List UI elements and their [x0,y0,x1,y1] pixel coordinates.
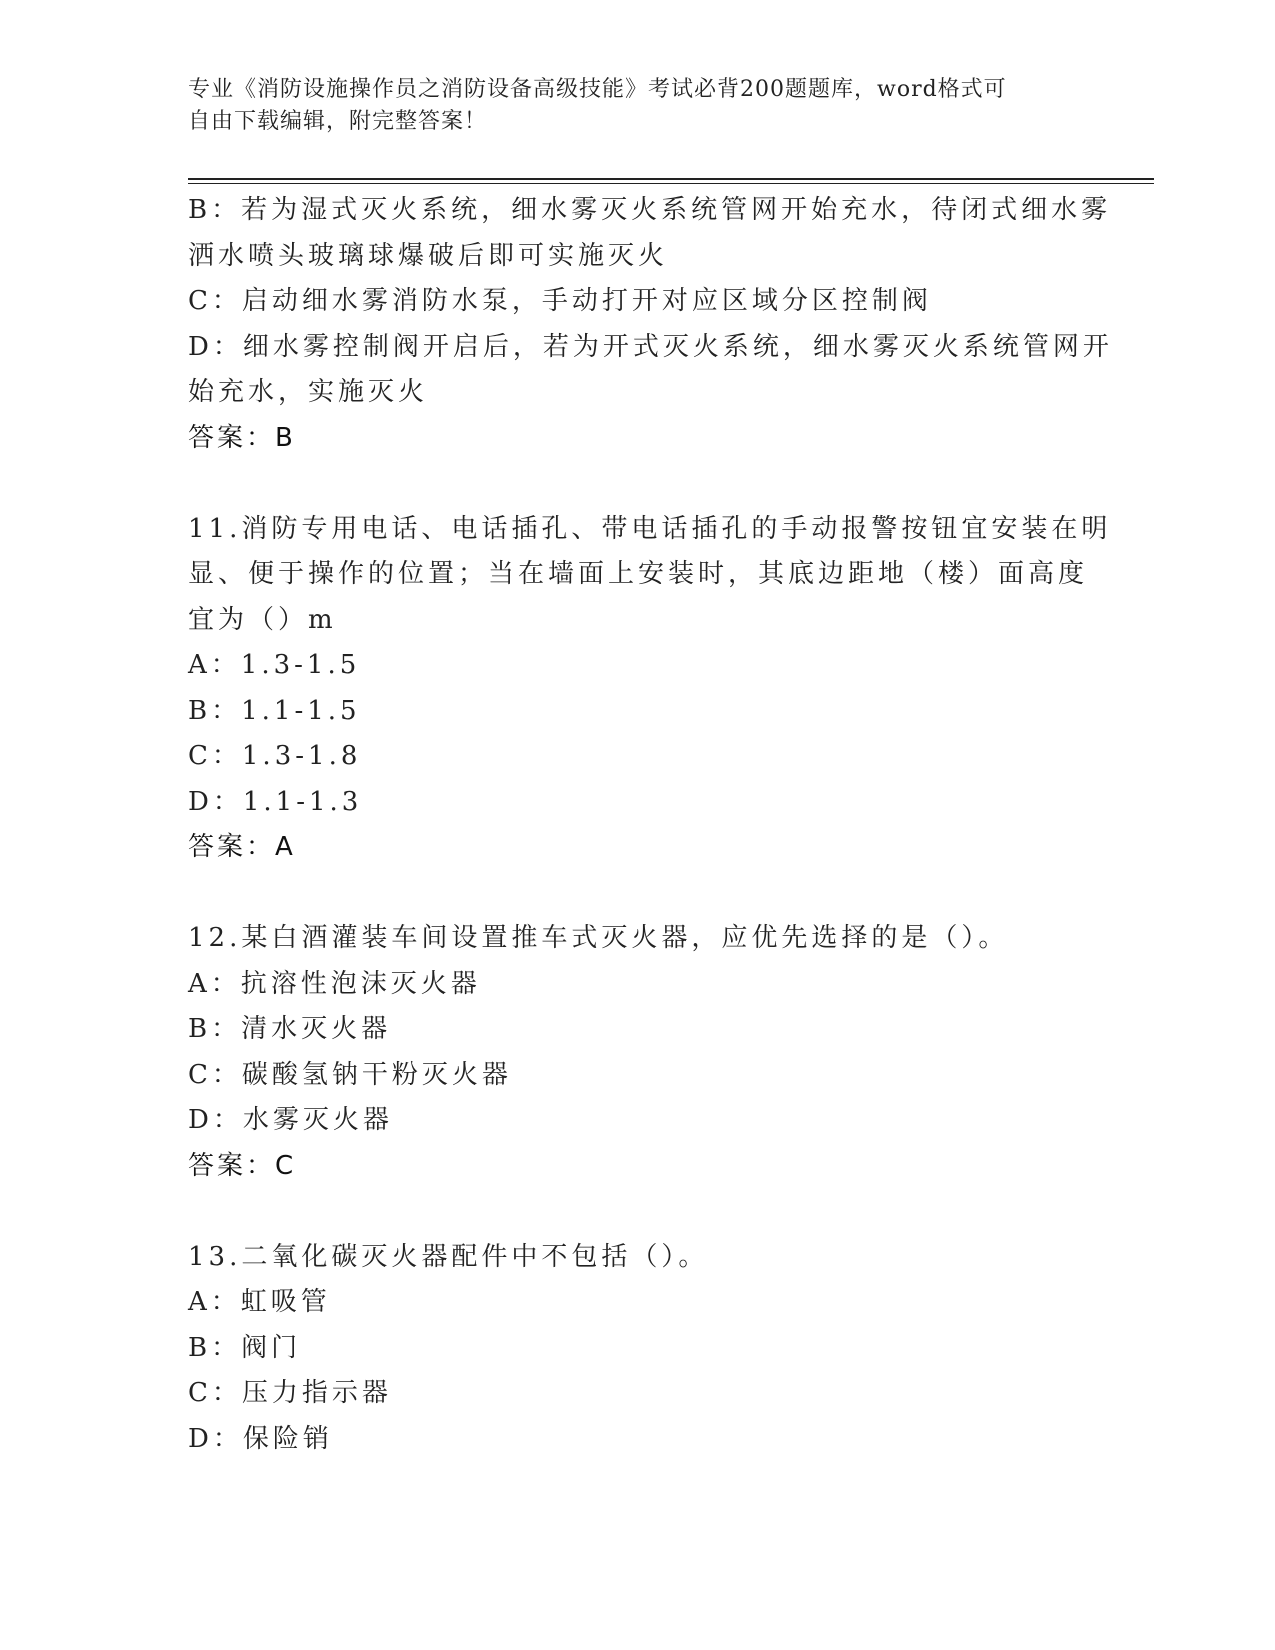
question-11-stem-line-2: 显、便于操作的位置；当在墙面上安装时，其底边距地（楼）面高度 [188,559,1089,589]
question-13-option-d: D：保险销 [188,1423,333,1454]
question-12-option-c: C：碳酸氢钠干粉灭火器 [188,1059,512,1090]
question-13-stem: 13.二氧化碳灭火器配件中不包括（）。 [188,1241,709,1272]
spacer [188,461,1088,507]
question-11-answer: 答案：A [188,832,296,862]
question-11-option-a: A：1.3-1.5 [188,650,361,680]
question-12-option-a: A：抗溶性泡沫灭火器 [188,968,481,999]
question-13-option-b: B：阀门 [188,1332,302,1363]
question-10-option-d-line-1: D：细水雾控制阀开启后，若为开式灭火系统，细水雾灭火系统管网开 [188,331,1113,362]
question-12-stem: 12.某白酒灌装车间设置推车式灭火器，应优先选择的是（）。 [188,923,1009,953]
question-10-option-c: C：启动细水雾消防水泵，手动打开对应区域分区控制阀 [188,286,932,316]
question-13-option-a: A：虹吸管 [188,1287,331,1317]
spacer [188,1189,1088,1235]
header-divider-thin [188,183,1154,184]
question-12 [188,916,1088,1189]
question-11 [188,507,1112,871]
question-10-answer: 答案：B [188,422,296,453]
document-body [188,188,1113,1462]
header-divider-thick [188,178,1154,180]
header-title-line-1: 专业《消防设施操作员之消防设备高级技能》考试必背200题题库，word格式可 [188,77,1007,102]
document-header [188,74,1068,138]
question-13 [188,1235,1088,1463]
question-11-stem-line-1: 11.消防专用电话、电话插孔、带电话插孔的手动报警按钮宜安装在明 [188,513,1112,544]
question-11-option-b: B：1.1-1.5 [188,695,361,726]
question-10-option-d-line-2: 始充水，实施灭火 [188,377,429,407]
question-12-answer: 答案：C [188,1150,297,1181]
question-13-option-c: C：压力指示器 [188,1378,392,1408]
header-title-line-2: 自由下载编辑，附完整答案！ [188,109,488,134]
question-11-option-c: C：1.3-1.8 [188,741,362,771]
question-12-option-d: D：水雾灭火器 [188,1105,393,1135]
question-11-stem-line-3: 宜为（）m [188,604,337,635]
spacer [188,871,1088,917]
question-12-option-b: B：清水灭火器 [188,1014,392,1044]
question-11-option-d: D：1.1-1.3 [188,786,363,817]
question-10-continued [188,188,1113,461]
question-10-option-b-line-1: B：若为湿式灭火系统，细水雾灭火系统管网开始充水，待闭式细水雾 [188,195,1112,225]
question-10-option-b-line-2: 洒水喷头玻璃球爆破后即可实施灭火 [188,240,669,271]
